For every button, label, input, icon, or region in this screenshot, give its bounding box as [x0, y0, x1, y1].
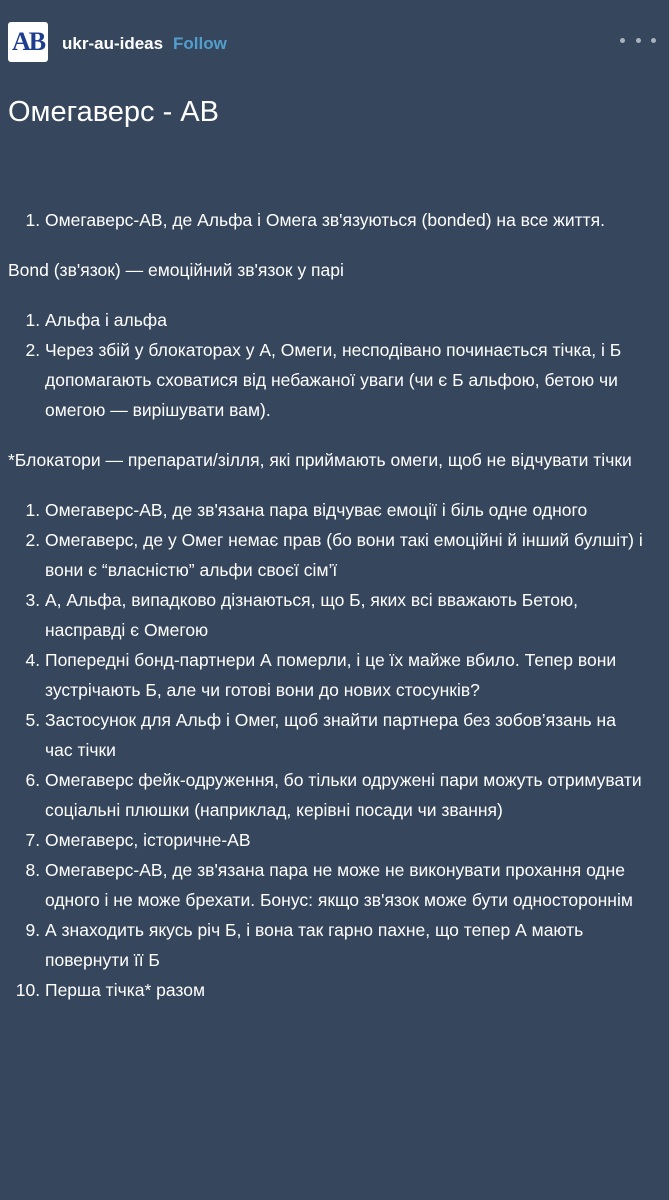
list-item: 1. Омегаверс-АВ, де Альфа і Омега зв'язуються (bonded) на все життя.	[45, 205, 648, 235]
dot	[636, 38, 641, 43]
blockers-definition: *Блокатори — препарати/зілля, які приймають омеги, щоб не відчувати тічки	[8, 450, 632, 470]
list-item: 3. А, Альфа, випадково дізнаються, що Б, яких всі вважають Бетою, насправді є Омегою	[45, 585, 648, 645]
idea-list-2	[8, 305, 648, 425]
list-item: 6. Омегаверс фейк-одруження, бо тільки одружені пари можуть отримувати соціальні плюшки (наприклад, керівні посади чи звання)	[45, 765, 648, 825]
blog-name-link[interactable]: ukr-au-ideas	[62, 34, 164, 53]
post-header	[0, 0, 669, 86]
more-horizontal-icon[interactable]	[620, 30, 656, 50]
follow-button[interactable]: Follow	[173, 34, 227, 53]
dot	[651, 38, 656, 43]
list-item: 4. Попередні бонд-партнери А померли, і це їх майже вбило. Тепер вони зустрічають Б, але чи готові вони до нових стосунків?	[45, 645, 648, 705]
dot	[620, 38, 625, 43]
list-item: 1. Альфа і альфа	[45, 305, 648, 335]
list-item: 2. Через збій у блокаторах у А, Омеги, несподівано починається тічка, і Б допомагають сховатися від небажаної уваги (чи є Б альфою, бетою чи омегою — вирішувати вам).	[45, 335, 648, 425]
list-item: 7. Омегаверс, історичне-АВ	[45, 825, 648, 855]
list-item: 10. Перша тічка* разом	[45, 975, 648, 1005]
list-item: 8. Омегаверс-АВ, де зв'язана пара не може не виконувати прохання одне одного і не може брехати. Бонус: якщо зв'язок може бути одностороннім	[45, 855, 648, 915]
blog-avatar[interactable]: AB	[8, 22, 48, 62]
post-title: Омегаверс - АВ	[8, 96, 219, 128]
list-item: 5. Застосунок для Альф і Омег, щоб знайти партнера без зобов’язань на час тічки	[45, 705, 648, 765]
post-body	[8, 205, 648, 1005]
bond-definition: Bond (зв'язок) — емоційний зв'язок у парі	[8, 260, 344, 280]
idea-list-3	[8, 495, 648, 1005]
list-item: 1. Омегаверс-АВ, де зв'язана пара відчуває емоції і біль одне одного	[45, 495, 648, 525]
list-item: 2. Омегаверс, де у Омег немає прав (бо вони такі емоційні й інший булшіт) і вони є “власністю” альфи своєї сім’ї	[45, 525, 648, 585]
idea-list-1	[8, 205, 648, 235]
list-item: 9. А знаходить якусь річ Б, і вона так гарно пахне, що тепер А мають повернути її Б	[45, 915, 648, 975]
